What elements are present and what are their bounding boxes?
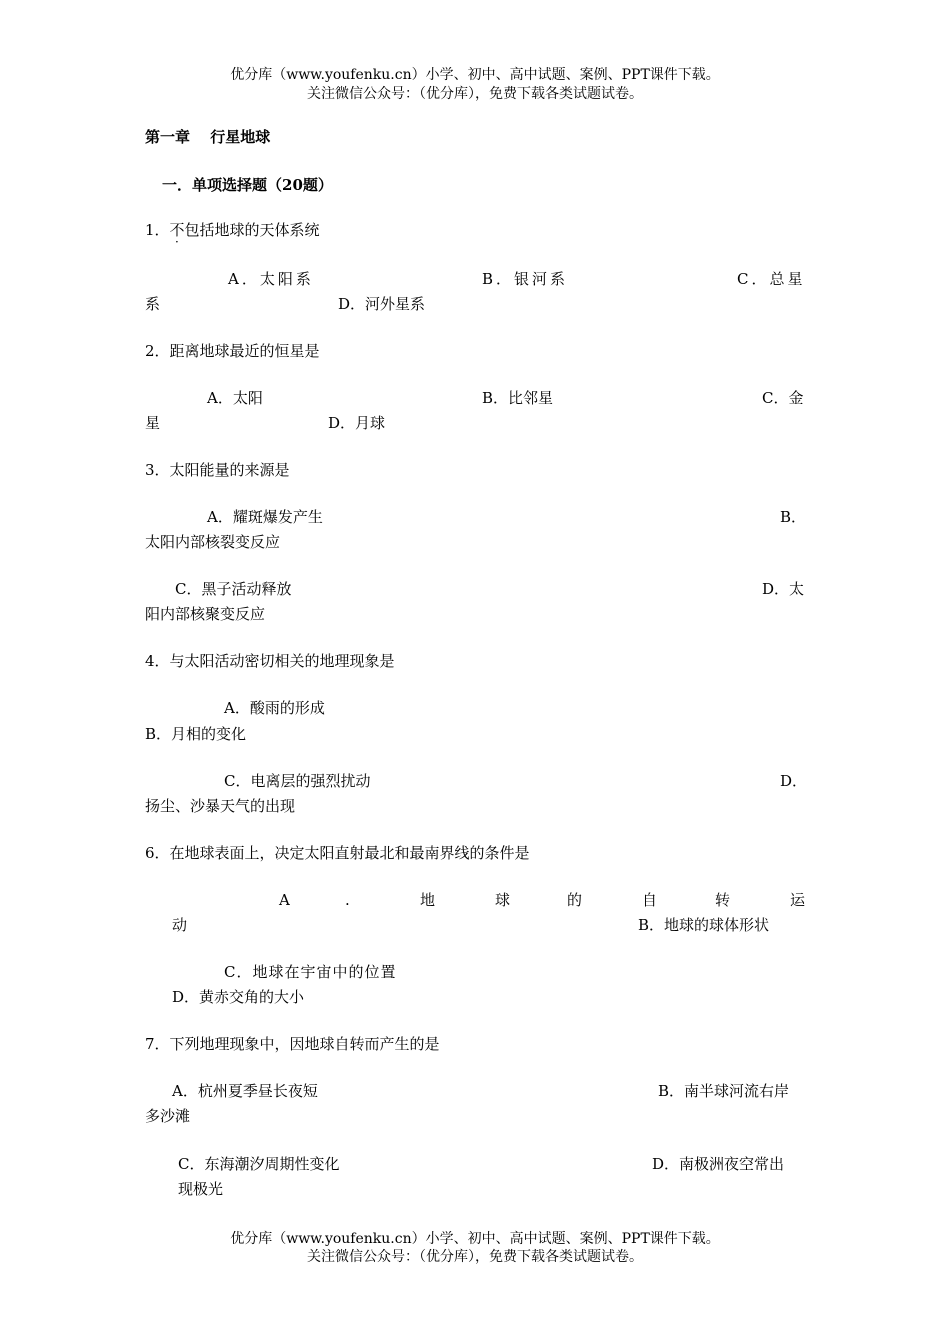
q3-option-c: C．黑子活动释放	[175, 580, 292, 598]
question-4-stem: 4．与太阳活动密切相关的地理现象是	[145, 652, 395, 670]
q6-option-a-char: 的	[567, 891, 583, 909]
q2-option-c: C．金	[762, 389, 804, 407]
q6-option-a-char: 运	[790, 891, 806, 909]
q6-option-a-dot: .	[345, 891, 350, 909]
q2-option-d: D．月球	[328, 414, 386, 432]
question-3-stem: 3．太阳能量的来源是	[145, 461, 290, 479]
q2-option-a: A．太阳	[207, 389, 263, 407]
q3-option-d-cont: 阳内部核聚变反应	[145, 605, 266, 623]
q1-option-a: A．太阳系	[228, 270, 314, 288]
q6-option-d: D．黄赤交角的大小	[172, 988, 305, 1006]
question-7-stem: 7．下列地理现象中，因地球自转而产生的是	[145, 1035, 440, 1053]
q6-option-a-char: 转	[715, 891, 731, 909]
q1-option-d: D．河外星系	[338, 295, 426, 313]
q6-option-a-char: 球	[495, 891, 511, 909]
q4-option-c: C．电离层的强烈扰动	[224, 772, 371, 790]
question-1-stem: 1．不包括地球的天体系统	[145, 221, 320, 239]
q3-option-b: B．	[780, 508, 807, 526]
header-line-2: 关注微信公众号：（优分库），免费下载各类试题试卷。	[307, 86, 643, 102]
q4-option-d-cont: 扬尘、沙暴天气的出现	[145, 797, 296, 815]
q6-option-a-char: 地	[420, 891, 436, 909]
q2-option-b: B．比邻星	[482, 389, 554, 407]
q7-option-b: B．南半球河流右岸	[658, 1082, 790, 1100]
q3-option-b-cont: 太阳内部核裂变反应	[145, 533, 281, 551]
q7-option-d-cont: 现极光	[178, 1180, 224, 1198]
question-6-stem: 6．在地球表面上，决定太阳直射最北和最南界线的条件是	[145, 844, 530, 862]
q4-option-d: D．	[780, 772, 808, 790]
q6-option-a-cont: 动	[172, 916, 188, 934]
footer-line-2: 关注微信公众号：（优分库），免费下载各类试题试卷。	[307, 1249, 643, 1265]
q6-option-a-letter: A	[279, 891, 290, 909]
q1-option-c: C．总星	[737, 270, 806, 288]
header-line-1: 优分库（www.youfenku.cn）小学、初中、高中试题、案例、PPT课件下载。	[230, 67, 720, 83]
q3-option-a: A．耀斑爆发产生	[207, 508, 323, 526]
q3-option-d: D．太	[762, 580, 805, 598]
q4-option-a: A．酸雨的形成	[224, 699, 325, 717]
chapter-title: 第一章 行星地球	[145, 128, 271, 146]
q1-option-c-cont: 系	[145, 295, 161, 313]
q6-option-a-char: 自	[642, 891, 658, 909]
q7-option-d: D．南极洲夜空常出	[652, 1155, 785, 1173]
q7-option-c: C．东海潮汐周期性变化	[178, 1155, 340, 1173]
section-title: 一．单项选择题（20题）	[162, 176, 333, 194]
q2-option-c-cont: 星	[145, 414, 161, 432]
question-2-stem: 2．距离地球最近的恒星是	[145, 342, 320, 360]
footer-line-1: 优分库（www.youfenku.cn）小学、初中、高中试题、案例、PPT课件下载。	[230, 1231, 720, 1247]
q7-option-b-cont: 多沙滩	[145, 1107, 191, 1125]
q1-option-b: B．银河系	[482, 270, 569, 288]
emphasis-dot: ·	[175, 235, 179, 249]
q6-option-b: B．地球的球体形状	[638, 916, 770, 934]
q4-option-b: B．月相的变化	[145, 725, 247, 743]
q6-option-c: C．地球在宇宙中的位置	[224, 963, 397, 981]
q7-option-a: A．杭州夏季昼长夜短	[172, 1082, 318, 1100]
